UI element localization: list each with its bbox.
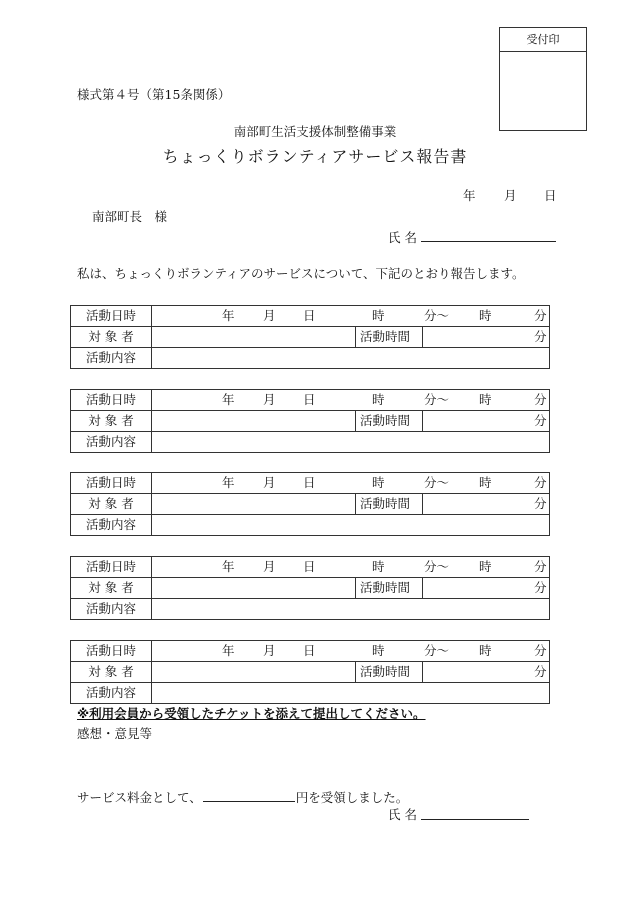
- activity-block: [70, 640, 550, 704]
- activity-datetime-label: 活動日時: [71, 473, 152, 493]
- activity-datetime-row: [71, 557, 549, 577]
- document-title: ちょっくりボランティアサービス報告書: [162, 147, 468, 166]
- activity-content-label: 活動内容: [71, 348, 152, 368]
- activity-content-row: [71, 682, 549, 703]
- activity-target-row: [71, 326, 549, 347]
- intro-text: 私は、ちょっくりボランティアのサービスについて、下記のとおり報告します。: [77, 266, 525, 281]
- activity-datetime-row: [71, 473, 549, 493]
- name-field[interactable]: [421, 227, 556, 242]
- day-label: 日: [303, 559, 316, 574]
- activity-datetime-label: 活動日時: [71, 641, 152, 661]
- duration-unit-label: 分: [534, 580, 547, 595]
- target-person-label: 対 象 者: [71, 578, 152, 598]
- cell-divider: [422, 578, 423, 598]
- activity-content-label: 活動内容: [71, 432, 152, 452]
- addressee: 南部町長 様: [92, 209, 168, 224]
- activity-duration-label: 活動時間: [360, 664, 411, 679]
- start-minute-label: 分～: [424, 475, 450, 490]
- activity-target-row: [71, 410, 549, 431]
- day-label: 日: [303, 475, 316, 490]
- year-label: 年: [222, 559, 235, 574]
- activity-datetime-row: [71, 641, 549, 661]
- start-hour-label: 時: [372, 643, 385, 658]
- month-label: 月: [263, 308, 276, 323]
- fee-suffix: 円を受領しました。: [295, 790, 409, 805]
- activity-datetime-row: [71, 306, 549, 326]
- reception-stamp-label: 受付印: [500, 28, 586, 52]
- name-label-2: 氏 名: [388, 807, 417, 822]
- activity-duration-label: 活動時間: [360, 413, 411, 428]
- cell-divider: [422, 411, 423, 431]
- fee-receipt-line: [77, 787, 408, 806]
- activity-datetime-row: [71, 390, 549, 410]
- start-minute-label: 分～: [424, 392, 450, 407]
- end-minute-label: 分: [534, 392, 547, 407]
- duration-unit-label: 分: [534, 664, 547, 679]
- start-minute-label: 分～: [424, 308, 450, 323]
- activity-datetime-label: 活動日時: [71, 557, 152, 577]
- target-person-label: 対 象 者: [71, 411, 152, 431]
- activity-content-row: [71, 514, 549, 535]
- activity-content-label: 活動内容: [71, 515, 152, 535]
- start-hour-label: 時: [372, 308, 385, 323]
- cell-divider: [422, 662, 423, 682]
- activity-block: [70, 472, 550, 536]
- reception-stamp-box: [499, 27, 587, 131]
- activity-target-row: [71, 661, 549, 682]
- year-label: 年: [222, 392, 235, 407]
- cell-divider: [355, 578, 356, 598]
- impressions-label: 感想・意見等: [77, 726, 153, 741]
- activity-duration-label: 活動時間: [360, 580, 411, 595]
- cell-divider: [422, 327, 423, 347]
- date-month-label: 月: [504, 188, 517, 203]
- day-label: 日: [303, 392, 316, 407]
- activity-block: [70, 305, 550, 369]
- month-label: 月: [263, 643, 276, 658]
- activity-content-label: 活動内容: [71, 599, 152, 619]
- activity-datetime-label: 活動日時: [71, 306, 152, 326]
- fee-amount-field[interactable]: [203, 787, 295, 802]
- activity-block: [70, 389, 550, 453]
- start-hour-label: 時: [372, 559, 385, 574]
- cell-divider: [422, 494, 423, 514]
- end-minute-label: 分: [534, 475, 547, 490]
- end-hour-label: 時: [479, 475, 492, 490]
- duration-unit-label: 分: [534, 496, 547, 511]
- date-day-label: 日: [544, 188, 557, 203]
- month-label: 月: [263, 392, 276, 407]
- activity-content-row: [71, 598, 549, 619]
- end-minute-label: 分: [534, 308, 547, 323]
- activity-content-row: [71, 431, 549, 452]
- activity-duration-label: 活動時間: [360, 496, 411, 511]
- cell-divider: [355, 494, 356, 514]
- duration-unit-label: 分: [534, 329, 547, 344]
- target-person-label: 対 象 者: [71, 327, 152, 347]
- start-hour-label: 時: [372, 475, 385, 490]
- month-label: 月: [263, 559, 276, 574]
- activity-target-row: [71, 577, 549, 598]
- end-hour-label: 時: [479, 392, 492, 407]
- activity-datetime-label: 活動日時: [71, 390, 152, 410]
- document-subtitle: 南部町生活支援体制整備事業: [233, 124, 397, 139]
- start-hour-label: 時: [372, 392, 385, 407]
- end-minute-label: 分: [534, 643, 547, 658]
- fee-prefix: サービス料金として、: [77, 790, 202, 805]
- activity-content-row: [71, 347, 549, 368]
- end-minute-label: 分: [534, 559, 547, 574]
- cell-divider: [355, 327, 356, 347]
- name-field-2[interactable]: [421, 805, 529, 820]
- activity-content-label: 活動内容: [71, 683, 152, 703]
- year-label: 年: [222, 308, 235, 323]
- start-minute-label: 分～: [424, 643, 450, 658]
- end-hour-label: 時: [479, 308, 492, 323]
- start-minute-label: 分～: [424, 559, 450, 574]
- target-person-label: 対 象 者: [71, 662, 152, 682]
- activity-duration-label: 活動時間: [360, 329, 411, 344]
- day-label: 日: [303, 643, 316, 658]
- day-label: 日: [303, 308, 316, 323]
- month-label: 月: [263, 475, 276, 490]
- end-hour-label: 時: [479, 559, 492, 574]
- end-hour-label: 時: [479, 643, 492, 658]
- duration-unit-label: 分: [534, 413, 547, 428]
- cell-divider: [355, 411, 356, 431]
- activity-target-row: [71, 493, 549, 514]
- name-label: 氏 名: [388, 230, 417, 245]
- ticket-notice: ※利用会員から受領したチケットを添えて提出してください。: [77, 706, 426, 721]
- cell-divider: [355, 662, 356, 682]
- year-label: 年: [222, 475, 235, 490]
- form-number: 様式第４号（第15条関係）: [77, 87, 231, 102]
- target-person-label: 対 象 者: [71, 494, 152, 514]
- year-label: 年: [222, 643, 235, 658]
- activity-block: [70, 556, 550, 620]
- date-year-label: 年: [463, 188, 476, 203]
